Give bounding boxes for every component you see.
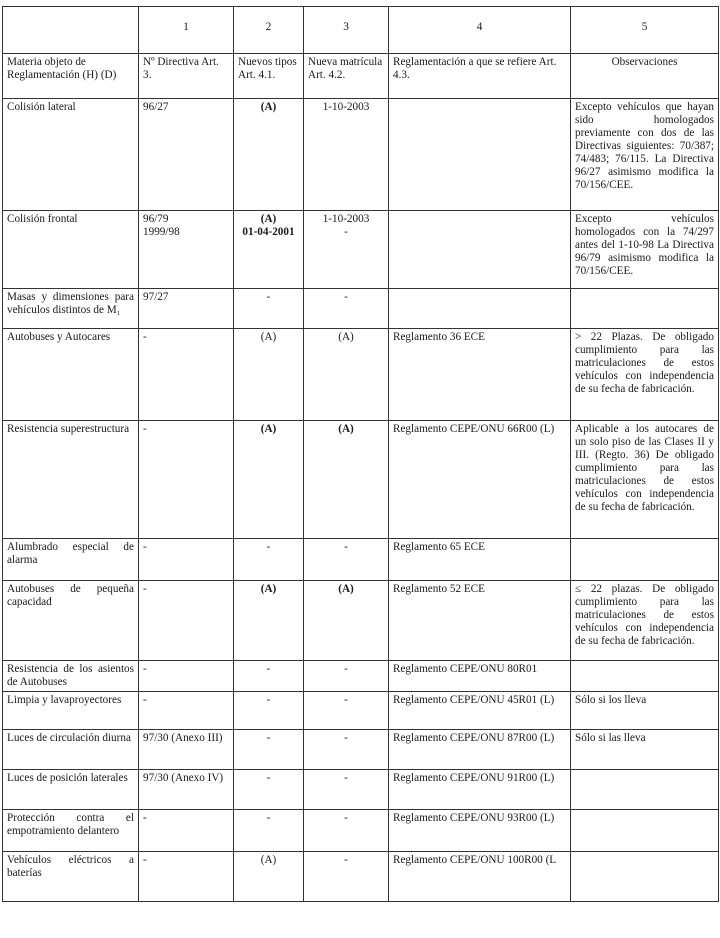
cell-nuevos-tipos [234,770,304,810]
cell-directiva [139,99,234,211]
cell-directiva-text: 96/27 [143,101,169,113]
column-number: 5 [571,7,719,54]
cell-materia [3,329,139,421]
cell-nueva-matricula [304,661,389,692]
cell-nuevos-tipos-text: - [266,772,271,784]
cell-materia-text: Colisión frontal [7,213,78,225]
cell-nueva-matricula-text: - [344,772,348,784]
cell-directiva [139,581,234,661]
cell-reglamentacion-text: Reglamento CEPE/ONU 93R00 (L) [393,812,555,824]
cell-reglamentacion [389,99,571,211]
cell-observaciones-text: Excepto vehículos que hayan sido homologados previamente con dos de las Directivas siguientes: 70/387; 74/483; 76/115. La Directiva 96/27 asimismo modifica la 70/156/CEE. [575,101,714,191]
cell-reglamentacion-text: Reglamento 52 ECE [393,583,485,595]
cell-materia [3,810,139,852]
cell-materia-text: Protección contra el empotramiento delantero [7,812,134,837]
cell-nueva-matricula-text: - [344,226,348,238]
cell-observaciones [571,730,719,770]
cell-directiva-text: - [143,423,147,435]
table-row [3,581,719,661]
cell-materia-text: Colisión lateral [7,101,76,113]
header-materia: Materia objeto de Reglamentación (H) (D) [3,54,139,99]
table-row [3,692,719,730]
cell-materia-text: Autobuses de pequeña capacidad [7,583,134,608]
cell-reglamentacion [389,730,571,770]
cell-reglamentacion-text: Reglamento CEPE/ONU 87R00 (L) [393,732,555,744]
cell-materia [3,770,139,810]
cell-nuevos-tipos-text: (A) [260,423,277,435]
cell-nuevos-tipos [234,852,304,902]
table-row [3,329,719,421]
cell-materia [3,852,139,902]
cell-nueva-matricula-text: 1-10-2003 [322,213,370,225]
cell-directiva-text: - [143,694,147,706]
header-row [3,54,719,99]
column-number [3,7,139,54]
cell-reglamentacion [389,661,571,692]
cell-observaciones [571,289,719,329]
cell-observaciones [571,692,719,730]
cell-directiva [139,211,234,289]
cell-reglamentacion-text: Reglamento CEPE/ONU 80R01 [393,663,538,675]
cell-nueva-matricula [304,211,389,289]
cell-observaciones-text: > 22 Plazas. De obligado cumplimiento para las matriculaciones de estos vehículos con independencia de su fecha de fabricación. [575,331,714,395]
cell-materia-text: Limpia y lavaproyectores [7,694,122,706]
cell-directiva [139,730,234,770]
cell-nuevos-tipos [234,289,304,329]
cell-nuevos-tipos [234,421,304,539]
cell-materia [3,539,139,581]
cell-nuevos-tipos-text: (A) [260,213,277,225]
cell-nueva-matricula-text: - [344,663,348,675]
cell-nueva-matricula-text: - [344,854,348,866]
cell-materia [3,211,139,289]
cell-directiva-text: 1999/98 [143,226,180,238]
header-directiva: Nº Directiva Art. 3. [139,54,234,99]
cell-materia [3,99,139,211]
table-row [3,99,719,211]
cell-nuevos-tipos [234,539,304,581]
cell-observaciones-text: Aplicable a los autocares de un solo piso de las Clases II y III. (Regto. 36) De obligado cumplimiento para las matriculaciones de estos vehículos con independencia de su fecha de fabricación. [575,423,714,513]
cell-directiva [139,770,234,810]
cell-nueva-matricula [304,581,389,661]
cell-nuevos-tipos-text: (A) [260,331,277,343]
cell-directiva-text: 97/30 (Anexo III) [143,732,223,744]
header-nuevos-tipos: Nuevos tipos Art. 4.1. [234,54,304,99]
table-row [3,211,719,289]
cell-nuevos-tipos-text: (A) [260,583,277,595]
cell-reglamentacion-text: Reglamento CEPE/ONU 100R00 (L [393,854,557,866]
cell-directiva-text: - [143,854,147,866]
cell-nuevos-tipos [234,730,304,770]
cell-directiva-text: 97/27 [143,291,169,303]
table-row [3,770,719,810]
cell-directiva [139,539,234,581]
cell-nuevos-tipos-text: - [266,694,271,706]
cell-nueva-matricula [304,692,389,730]
cell-reglamentacion [389,810,571,852]
cell-nuevos-tipos-text: (A) [260,854,277,866]
cell-nuevos-tipos-text: - [266,732,271,744]
cell-reglamentacion [389,211,571,289]
cell-reglamentacion [389,289,571,329]
cell-reglamentacion [389,852,571,902]
cell-directiva-text: 97/30 (Anexo IV) [143,772,224,784]
cell-reglamentacion-text: Reglamento CEPE/ONU 45R01 (L) [393,694,555,706]
cell-nueva-matricula-text: (A) [338,423,354,435]
cell-nueva-matricula [304,852,389,902]
table-row [3,852,719,902]
header-nueva-matricula: Nueva matrícula Art. 4.2. [304,54,389,99]
cell-materia-text: Resistencia superestructura [7,423,130,435]
cell-observaciones-text: Excepto vehículos homologados con la 74/297 antes del 1-10-98 La Directiva 96/79 asimismo modifica la 70/156/CEE. [575,213,714,277]
column-number: 4 [389,7,571,54]
cell-nueva-matricula [304,421,389,539]
cell-directiva-text: - [143,812,147,824]
cell-observaciones [571,661,719,692]
cell-nueva-matricula-text: (A) [338,583,354,595]
table-row [3,539,719,581]
cell-reglamentacion-text: Reglamento 65 ECE [393,541,485,553]
cell-nuevos-tipos-text: - [266,541,271,553]
cell-materia [3,581,139,661]
cell-observaciones [571,211,719,289]
table-row [3,421,719,539]
cell-directiva-text: - [143,663,147,675]
cell-nuevos-tipos [234,581,304,661]
cell-reglamentacion [389,421,571,539]
cell-directiva-text: - [143,331,147,343]
cell-observaciones [571,852,719,902]
cell-nuevos-tipos [234,692,304,730]
cell-nuevos-tipos [234,329,304,421]
cell-nueva-matricula-text: 1-10-2003 [322,101,370,113]
cell-observaciones-text: Sólo si las lleva [575,732,646,744]
cell-nueva-matricula [304,539,389,581]
cell-directiva [139,692,234,730]
cell-observaciones-text: ≤ 22 plazas. De obligado cumplimiento para las matriculaciones de estos vehículos con independencia de su fecha de fabricación. [575,583,714,647]
cell-directiva [139,852,234,902]
cell-nuevos-tipos-text: - [266,812,271,824]
cell-materia [3,421,139,539]
cell-nueva-matricula [304,289,389,329]
cell-nueva-matricula-text: - [344,732,348,744]
cell-reglamentacion-text: Reglamento CEPE/ONU 91R00 (L) [393,772,555,784]
cell-nueva-matricula-text: (A) [338,331,354,343]
cell-reglamentacion-text: Reglamento 36 ECE [393,331,485,343]
cell-reglamentacion [389,539,571,581]
cell-nuevos-tipos-text: - [266,663,271,675]
cell-observaciones [571,581,719,661]
cell-reglamentacion-text: Reglamento CEPE/ONU 66R00 (L) [393,423,555,435]
cell-observaciones [571,810,719,852]
header-observaciones: Observaciones [571,54,719,99]
cell-nueva-matricula-text: - [344,541,348,553]
cell-nueva-matricula [304,770,389,810]
cell-directiva-text: 96/79 [143,213,169,225]
cell-observaciones [571,421,719,539]
cell-nuevos-tipos [234,99,304,211]
header-reglamentacion: Reglamentación a que se refiere Art. 4.3. [389,54,571,99]
cell-nueva-matricula-text: - [344,694,348,706]
cell-materia-text: Luces de circulación diurna [7,732,131,744]
cell-nuevos-tipos [234,661,304,692]
cell-observaciones-text: Sólo si los lleva [575,694,647,706]
cell-nueva-matricula-text: - [344,291,348,303]
cell-directiva [139,661,234,692]
table-row [3,661,719,692]
cell-directiva [139,810,234,852]
cell-reglamentacion [389,692,571,730]
cell-materia-text: Vehículos eléctricos a baterías [7,854,134,879]
table-row [3,810,719,852]
cell-materia-text: Luces de posición laterales [7,772,128,784]
cell-nueva-matricula [304,99,389,211]
cell-materia-text: Autobuses y Autocares [7,331,111,343]
column-number: 3 [304,7,389,54]
cell-materia-text: Resistencia de los asientos de Autobuses [7,663,134,688]
column-number-row [3,7,719,54]
cell-directiva-text: - [143,583,147,595]
cell-directiva [139,421,234,539]
regulation-table [2,6,719,902]
cell-observaciones [571,539,719,581]
cell-materia [3,661,139,692]
cell-observaciones [571,99,719,211]
cell-nueva-matricula-text: - [344,812,348,824]
cell-materia-text: Masas y dimensiones para vehículos distintos de M₁ [7,291,134,316]
cell-nuevos-tipos-text: 01-04-2001 [242,226,295,238]
cell-observaciones [571,770,719,810]
cell-materia [3,692,139,730]
cell-materia [3,289,139,329]
cell-materia-text: Alumbrado especial de alarma [7,541,134,566]
table-row [3,289,719,329]
cell-nueva-matricula [304,810,389,852]
cell-nuevos-tipos-text: (A) [260,101,277,113]
cell-observaciones [571,329,719,421]
cell-nuevos-tipos-text: - [266,291,271,303]
column-number: 2 [234,7,304,54]
column-number: 1 [139,7,234,54]
cell-directiva [139,289,234,329]
cell-materia [3,730,139,770]
cell-reglamentacion [389,581,571,661]
cell-reglamentacion [389,329,571,421]
cell-directiva-text: - [143,541,147,553]
table-row [3,730,719,770]
cell-nuevos-tipos [234,211,304,289]
cell-nueva-matricula [304,730,389,770]
cell-nuevos-tipos [234,810,304,852]
cell-nueva-matricula [304,329,389,421]
cell-reglamentacion [389,770,571,810]
cell-directiva [139,329,234,421]
